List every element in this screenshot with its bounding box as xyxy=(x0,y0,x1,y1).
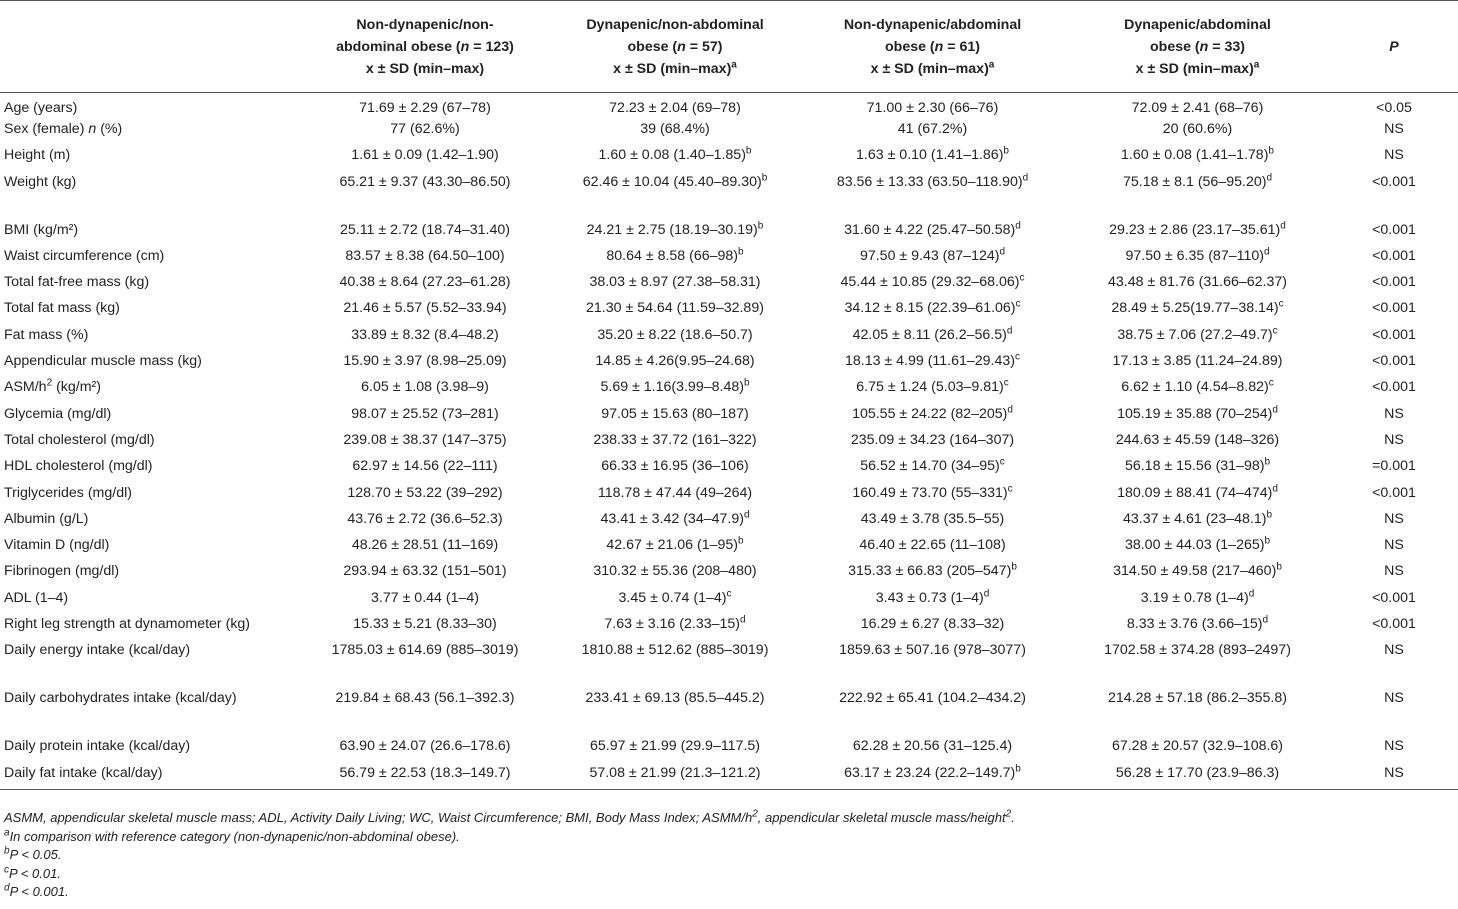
cell-group-1: 77 (62.6%) xyxy=(390,121,460,137)
row-label: Vitamin D (ng/dl) xyxy=(4,537,110,554)
cell-group-2: 233.41 ± 69.13 (85.5–445.2) xyxy=(585,690,765,707)
row-label: Daily carbohydrates intake (kcal/day) xyxy=(4,690,237,707)
cell-group-3: 71.00 ± 2.30 (66–76) xyxy=(866,100,999,116)
cell-p-value: NS xyxy=(1384,405,1404,422)
cell-group-2: 72.23 ± 2.04 (69–78) xyxy=(609,100,741,116)
cell-group-3: 18.13 ± 4.99 $(11.61-29.43)^c$ xyxy=(844,351,1021,370)
cell-group-1: 48.26 ± 28.51 (11–169) xyxy=(351,537,499,554)
footnote-d: $^d$P < 0.001. xyxy=(4,882,69,899)
cell-group-1: 43.76 ± 2.72 (36.6–52.3) xyxy=(347,510,503,527)
cell-p-value: NS xyxy=(1384,147,1404,164)
table-row xyxy=(0,736,1458,762)
cell-group-1: 219.84 ± 68.43 (56.1–392.3) xyxy=(335,690,515,707)
cell-group-1: 56.79 ± 22.53 (18.3–149.7) xyxy=(300,763,550,790)
table-row xyxy=(0,172,1458,220)
table-row xyxy=(0,325,1458,351)
row-label: Daily protein intake (kcal/day) xyxy=(4,738,191,755)
table-row xyxy=(0,404,1458,430)
table-row xyxy=(0,561,1458,587)
table-row xyxy=(0,145,1458,171)
cell-group-3: 45.44 ± 10.85 $(29.32-68.06)^c$ xyxy=(840,272,1025,291)
row-label: Total cholesterol (mg/dl) xyxy=(4,431,155,448)
cell-group-2: 62.46 ± 10.04 $(45.40-89.30)^b$ xyxy=(582,171,768,190)
cell-p-value: NS xyxy=(1384,642,1404,659)
cell-group-3: 105.55 ± 24.22 $(82-205)^d$ xyxy=(852,403,1013,422)
cell-group-1: 25.11 ± 2.72 (18.74–31.40) xyxy=(339,221,511,238)
cell-group-2: 35.20 ± 8.22 (18.6–50.7) xyxy=(597,326,753,343)
cell-group-2: 310.32 ± 55.36 (208–480) xyxy=(593,563,757,580)
cell-p-value: NS xyxy=(1330,763,1458,790)
cell-p-value: <0.001 xyxy=(1372,221,1416,238)
cell-group-4: 244.63 ± 45.59 (148–326) xyxy=(1115,431,1280,448)
table-row xyxy=(0,483,1458,509)
cell-group-2: 24.21 ± 2.75 $(18.19-30.19)^b$ xyxy=(586,219,764,238)
cell-p-value: <0.001 xyxy=(1372,484,1416,501)
cell-group-2: 1.60 ± 0.08 $(1.40-1.85)^b$ xyxy=(598,145,752,164)
cell-group-4: 38.00 ± 44.03 $(1-265)^b$ xyxy=(1124,535,1271,554)
header-col-1: Non-dynapenic/non- abdominal obese (n = 123) x ± SD (min–max) xyxy=(300,1,550,93)
cell-group-3: 41 (67.2%) xyxy=(897,121,968,137)
table-row xyxy=(0,377,1458,403)
cell-p-value: <0.05 xyxy=(1376,100,1412,116)
table-row xyxy=(0,119,1458,145)
cell-group-4: 29.23 ± 2.86 $(23.17-35.61)^d$ xyxy=(1109,219,1286,238)
cell-p-value: NS xyxy=(1384,738,1404,755)
cell-group-2: 57.08 ± 21.99 (21.3–121.2) xyxy=(550,763,800,790)
cell-group-2: 7.63 ± 3.16 $(2.33-15)^d$ xyxy=(604,614,746,633)
row-label: ASM/$h^2$ (kg/m²) xyxy=(4,377,102,396)
cell-group-3: 6.75 ± 1.24 $(5.03-9.81)^c$ xyxy=(856,377,1009,396)
row-label: Waist circumference (cm) xyxy=(4,247,165,264)
cell-group-2: $5.69 \pm 1.16(3.99-8.48)^b$ xyxy=(600,377,750,396)
cell-group-2: 38.03 ± 8.97 (27.38–58.31) xyxy=(589,274,761,291)
cell-p-value: <0.001 xyxy=(1372,247,1416,264)
cell-group-3: 43.49 ± 3.78 (35.5–55) xyxy=(860,510,1005,527)
cell-group-4: 214.28 ± 57.18 (86.2–355.8) xyxy=(1108,690,1287,707)
cell-group-3: 34.12 ± 8.15 $(22.39-61.06)^c$ xyxy=(844,298,1021,317)
footnote-b: $^b$P < 0.05. xyxy=(4,845,62,862)
cell-group-4: 72.09 ± 2.41 (68–76) xyxy=(1131,100,1264,116)
cell-group-1: 1785.03 ± 614.69 (885–3019) xyxy=(331,642,519,659)
cell-p-value: NS xyxy=(1384,563,1404,580)
cell-group-4: 6.62 ± 1.10 $(4.54-8.82)^c$ xyxy=(1121,377,1274,396)
cell-group-2: 14.85 ± 4.26(9.95–24.68) xyxy=(595,353,755,370)
cell-group-1: 15.90 ± 3.97 (8.98–25.09) xyxy=(343,353,507,370)
table-row xyxy=(0,763,1458,790)
cell-group-4: 56.18 ± 15.56 $(31-98)^b$ xyxy=(1124,456,1271,475)
cell-group-2: 66.33 ± 16.95 (36–106) xyxy=(601,458,749,475)
row-label: Triglycerides (mg/dl) xyxy=(4,484,132,501)
cell-p-value: NS xyxy=(1384,510,1404,527)
table-row xyxy=(0,509,1458,535)
cell-group-1: 239.08 ± 38.37 (147–375) xyxy=(343,431,507,448)
cell-p-value: NS xyxy=(1384,121,1404,137)
cell-p-value: <0.001 xyxy=(1372,173,1416,190)
cell-group-1: 21.46 ± 5.57 (5.52–33.94) xyxy=(343,300,507,317)
cell-group-3: 97.50 ± 9.43 $(87-124)^d$ xyxy=(859,246,1006,264)
table-row xyxy=(0,272,1458,298)
cell-p-value: <0.001 xyxy=(1372,326,1416,343)
header-col-4: Dynapenic/abdominal obese (n = 33) x ± SD $(\min-\max)^a$ xyxy=(1065,1,1330,93)
row-label: BMI (kg/m²) xyxy=(4,221,79,238)
table-row xyxy=(0,246,1458,272)
row-label: Right leg strength at dynamometer (kg) xyxy=(4,616,251,633)
cell-p-value: <0.001 xyxy=(1372,353,1416,370)
cell-group-2: 39 (68.4%) xyxy=(640,121,710,137)
row-label: Height (m) xyxy=(4,147,71,164)
table-footnotes xyxy=(4,809,1015,902)
cell-group-1: 33.89 ± 8.32 (8.4–48.2) xyxy=(351,326,499,343)
cell-group-1: 6.05 ± 1.08 (3.98–9) xyxy=(361,379,489,396)
cell-group-3: 16.29 ± 6.27 (8.33–32) xyxy=(860,616,1005,633)
row-label: Albumin (g/L) xyxy=(4,510,89,527)
cell-group-4: 38.75 ± 7.06 $(27.2-49.7)^c$ xyxy=(1117,325,1278,343)
footnote-a: $^a$In comparison with reference category (non-dynapenic/non-abdominal obese). xyxy=(4,827,460,844)
table-row xyxy=(0,220,1458,246)
cell-p-value: <0.001 xyxy=(1372,274,1416,291)
cell-group-3: 62.28 ± 20.56 (31–125.4) xyxy=(852,738,1013,755)
table-row xyxy=(0,614,1458,640)
cell-group-2: 43.41 ± 3.42 $(34-47.9)^d$ xyxy=(600,509,750,527)
row-label: HDL cholesterol (mg/dl) xyxy=(4,458,153,475)
table-row xyxy=(0,93,1458,120)
row-label: Fibrinogen (mg/dl) xyxy=(4,563,120,580)
cell-p-value: <0.001 xyxy=(1372,379,1416,396)
cell-group-4: 180.09 ± 88.41 $(74-474)^d$ xyxy=(1117,482,1278,501)
cell-group-4: 75.18 ± 8.1 $(56-95.20)^d$ xyxy=(1122,171,1273,190)
cell-group-2: 1810.88 ± 512.62 (885–3019) xyxy=(581,642,769,659)
header-row-label xyxy=(0,1,300,93)
row-label: ADL (1–4) xyxy=(4,589,69,606)
cell-group-1: 15.33 ± 5.21 (8.33–30) xyxy=(353,616,497,633)
cell-group-2: 97.05 ± 15.63 (80–187) xyxy=(601,405,749,422)
cell-group-1: 1.61 ± 0.09 (1.42–1.90) xyxy=(351,147,499,164)
cell-group-1: 63.90 ± 24.07 (26.6–178.6) xyxy=(339,738,511,755)
table-row xyxy=(0,430,1458,456)
row-label: Total fat-free mass (kg) xyxy=(4,274,150,291)
cell-group-2: 3.45 ± 0.74 $(1-4)^c$ xyxy=(618,588,732,606)
table-row xyxy=(0,456,1458,482)
row-label: Age (years) xyxy=(4,100,78,116)
cell-group-1: 65.21 ± 9.37 (43.30–86.50) xyxy=(339,173,511,190)
cell-group-3: 63.17 ± 23.24 $(22.2-149.7)^b$ xyxy=(800,763,1065,790)
cell-p-value: NS xyxy=(1384,690,1404,707)
cell-group-3: 222.92 ± 65.41 (104.2–434.2) xyxy=(839,690,1026,707)
cell-group-3: 235.09 ± 34.23 (164–307) xyxy=(850,431,1015,448)
row-label: Daily energy intake (kcal/day) xyxy=(4,642,191,659)
table-row xyxy=(0,588,1458,614)
row-label: Fat mass (%) xyxy=(4,326,89,343)
cell-group-2: 65.97 ± 21.99 (29.9–117.5) xyxy=(589,738,761,755)
cell-group-1: 293.94 ± 63.32 (151–501) xyxy=(343,563,507,580)
cell-group-4: 43.37 ± 4.61 $(23-48.1)^b$ xyxy=(1122,509,1273,527)
cell-group-4: 20 (60.6%) xyxy=(1162,121,1233,137)
header-col-p: P xyxy=(1330,1,1458,93)
cell-group-1: 98.07 ± 25.52 (73–281) xyxy=(351,405,499,422)
cell-group-1: 3.77 ± 0.44 (1–4) xyxy=(371,589,479,606)
cell-p-value: <0.001 xyxy=(1372,589,1416,606)
cell-group-2: 118.78 ± 47.44 (49–264) xyxy=(597,484,753,501)
cell-group-1: 71.69 ± 2.29 (67–78) xyxy=(359,100,491,116)
row-label: Daily fat intake (kcal/day) xyxy=(0,763,300,790)
table-row xyxy=(0,351,1458,377)
cell-group-3: 1.63 ± 0.10 $(1.41-1.86)^b$ xyxy=(856,145,1009,164)
row-label: Appendicular muscle mass (kg) xyxy=(4,353,202,370)
cell-group-4: 1702.58 ± 374.28 (893–2497) xyxy=(1104,642,1291,659)
cell-group-4: 67.28 ± 20.57 (32.9–108.6) xyxy=(1111,738,1284,755)
cell-group-2: 238.33 ± 37.72 (161–322) xyxy=(593,431,757,448)
cell-group-4: 56.28 ± 17.70 (23.9–86.3) xyxy=(1065,763,1330,790)
row-label: Sex (female) n (%) xyxy=(4,121,123,137)
table-row xyxy=(0,688,1458,736)
cell-group-4: 8.33 ± 3.76 $(3.66-15)^d$ xyxy=(1126,614,1269,633)
table-row xyxy=(0,640,1458,688)
cell-group-2: 42.67 ± 21.06 $(1-95)^b$ xyxy=(606,535,744,554)
header-col-3: Non-dynapenic/abdominal obese (n = 61) x ± SD $(\min-\max)^a$ xyxy=(800,1,1065,93)
cell-group-3: 46.40 ± 22.65 (11–108) xyxy=(859,537,1006,554)
cell-p-value: <0.001 xyxy=(1372,300,1416,317)
cell-group-1: 83.57 ± 8.38 (64.50–100) xyxy=(345,247,505,264)
table-header-row xyxy=(0,1,1458,93)
cell-group-4: 314.50 ± 49.58 $(217-460)^b$ xyxy=(1113,561,1282,580)
table-body xyxy=(0,93,1458,790)
cell-group-3: 1859.63 ± 507.16 (978–3077) xyxy=(839,642,1026,659)
cell-group-3: 3.43 ± 0.73 $(1-4)^d$ xyxy=(875,588,990,606)
cell-group-4: 97.50 ± 6.35 $(87-110)^d$ xyxy=(1125,246,1270,264)
cell-p-value: =0.001 xyxy=(1372,458,1416,475)
cell-group-1: 62.97 ± 14.56 (22–111) xyxy=(352,458,498,475)
cell-group-3: 56.52 ± 14.70 $(34-95)^c$ xyxy=(860,456,1005,475)
cell-p-value: <0.001 xyxy=(1372,616,1416,633)
cell-group-1: 40.38 ± 8.64 (27.23–61.28) xyxy=(339,274,511,291)
cell-group-3: 31.60 ± 4.22 $(25.47-50.58)^d$ xyxy=(844,219,1021,238)
cell-group-4: 3.19 ± 0.78 $(1-4)^d$ xyxy=(1140,588,1255,606)
cell-group-4: 17.13 ± 3.85 (11.24–24.89) xyxy=(1112,353,1283,370)
cell-group-3: 42.05 ± 8.11 $(26.2-56.5)^d$ xyxy=(852,325,1013,343)
cell-group-2: 80.64 ± 8.58 $(66-98)^b$ xyxy=(606,246,744,264)
row-label: Weight (kg) xyxy=(4,173,77,190)
cell-group-3: 160.49 ± 73.70 $(55-331)^c$ xyxy=(852,482,1013,501)
cell-group-4: 105.19 ± 35.88 $(70-254)^d$ xyxy=(1117,403,1278,422)
cell-group-4: $28.49 \pm 5.25(19.77-38.14)^c$ xyxy=(1111,298,1284,317)
header-col-2: Dynapenic/non-abdominal obese (n = 57) x ± SD $(\min-\max)^a$ xyxy=(550,1,800,93)
cell-group-2: 21.30 ± 54.64 (11.59–32.89) xyxy=(586,300,764,317)
cell-p-value: NS xyxy=(1384,431,1404,448)
row-label: Glycemia (mg/dl) xyxy=(4,405,112,422)
cell-group-4: 1.60 ± 0.08 $(1.41-1.78)^b$ xyxy=(1121,145,1274,164)
footnote-abbreviations: ASMM, appendicular skeletal muscle mass; ADL, Activity Daily Living; WC, Waist Circumference; BMI, Body Mass Index; ASMM/$h^2$, appendicular skeletal muscle mass/height$^2$. xyxy=(4,808,1015,825)
footnote-c: $^c$P < 0.01. xyxy=(4,864,61,881)
table-row xyxy=(0,535,1458,561)
row-label: Total fat mass (kg) xyxy=(4,300,120,317)
cell-group-4: 43.48 ± 81.76 (31.66–62.37) xyxy=(1108,274,1287,291)
cell-group-3: 315.33 ± 66.83 $(205-547)^b$ xyxy=(848,561,1017,580)
cell-p-value: NS xyxy=(1384,537,1404,554)
table-row xyxy=(0,298,1458,324)
cell-group-3: 83.56 ± 13.33 $(63.50-118.90)^d$ xyxy=(836,171,1029,190)
cell-group-1: 128.70 ± 53.22 (39–292) xyxy=(347,484,503,501)
